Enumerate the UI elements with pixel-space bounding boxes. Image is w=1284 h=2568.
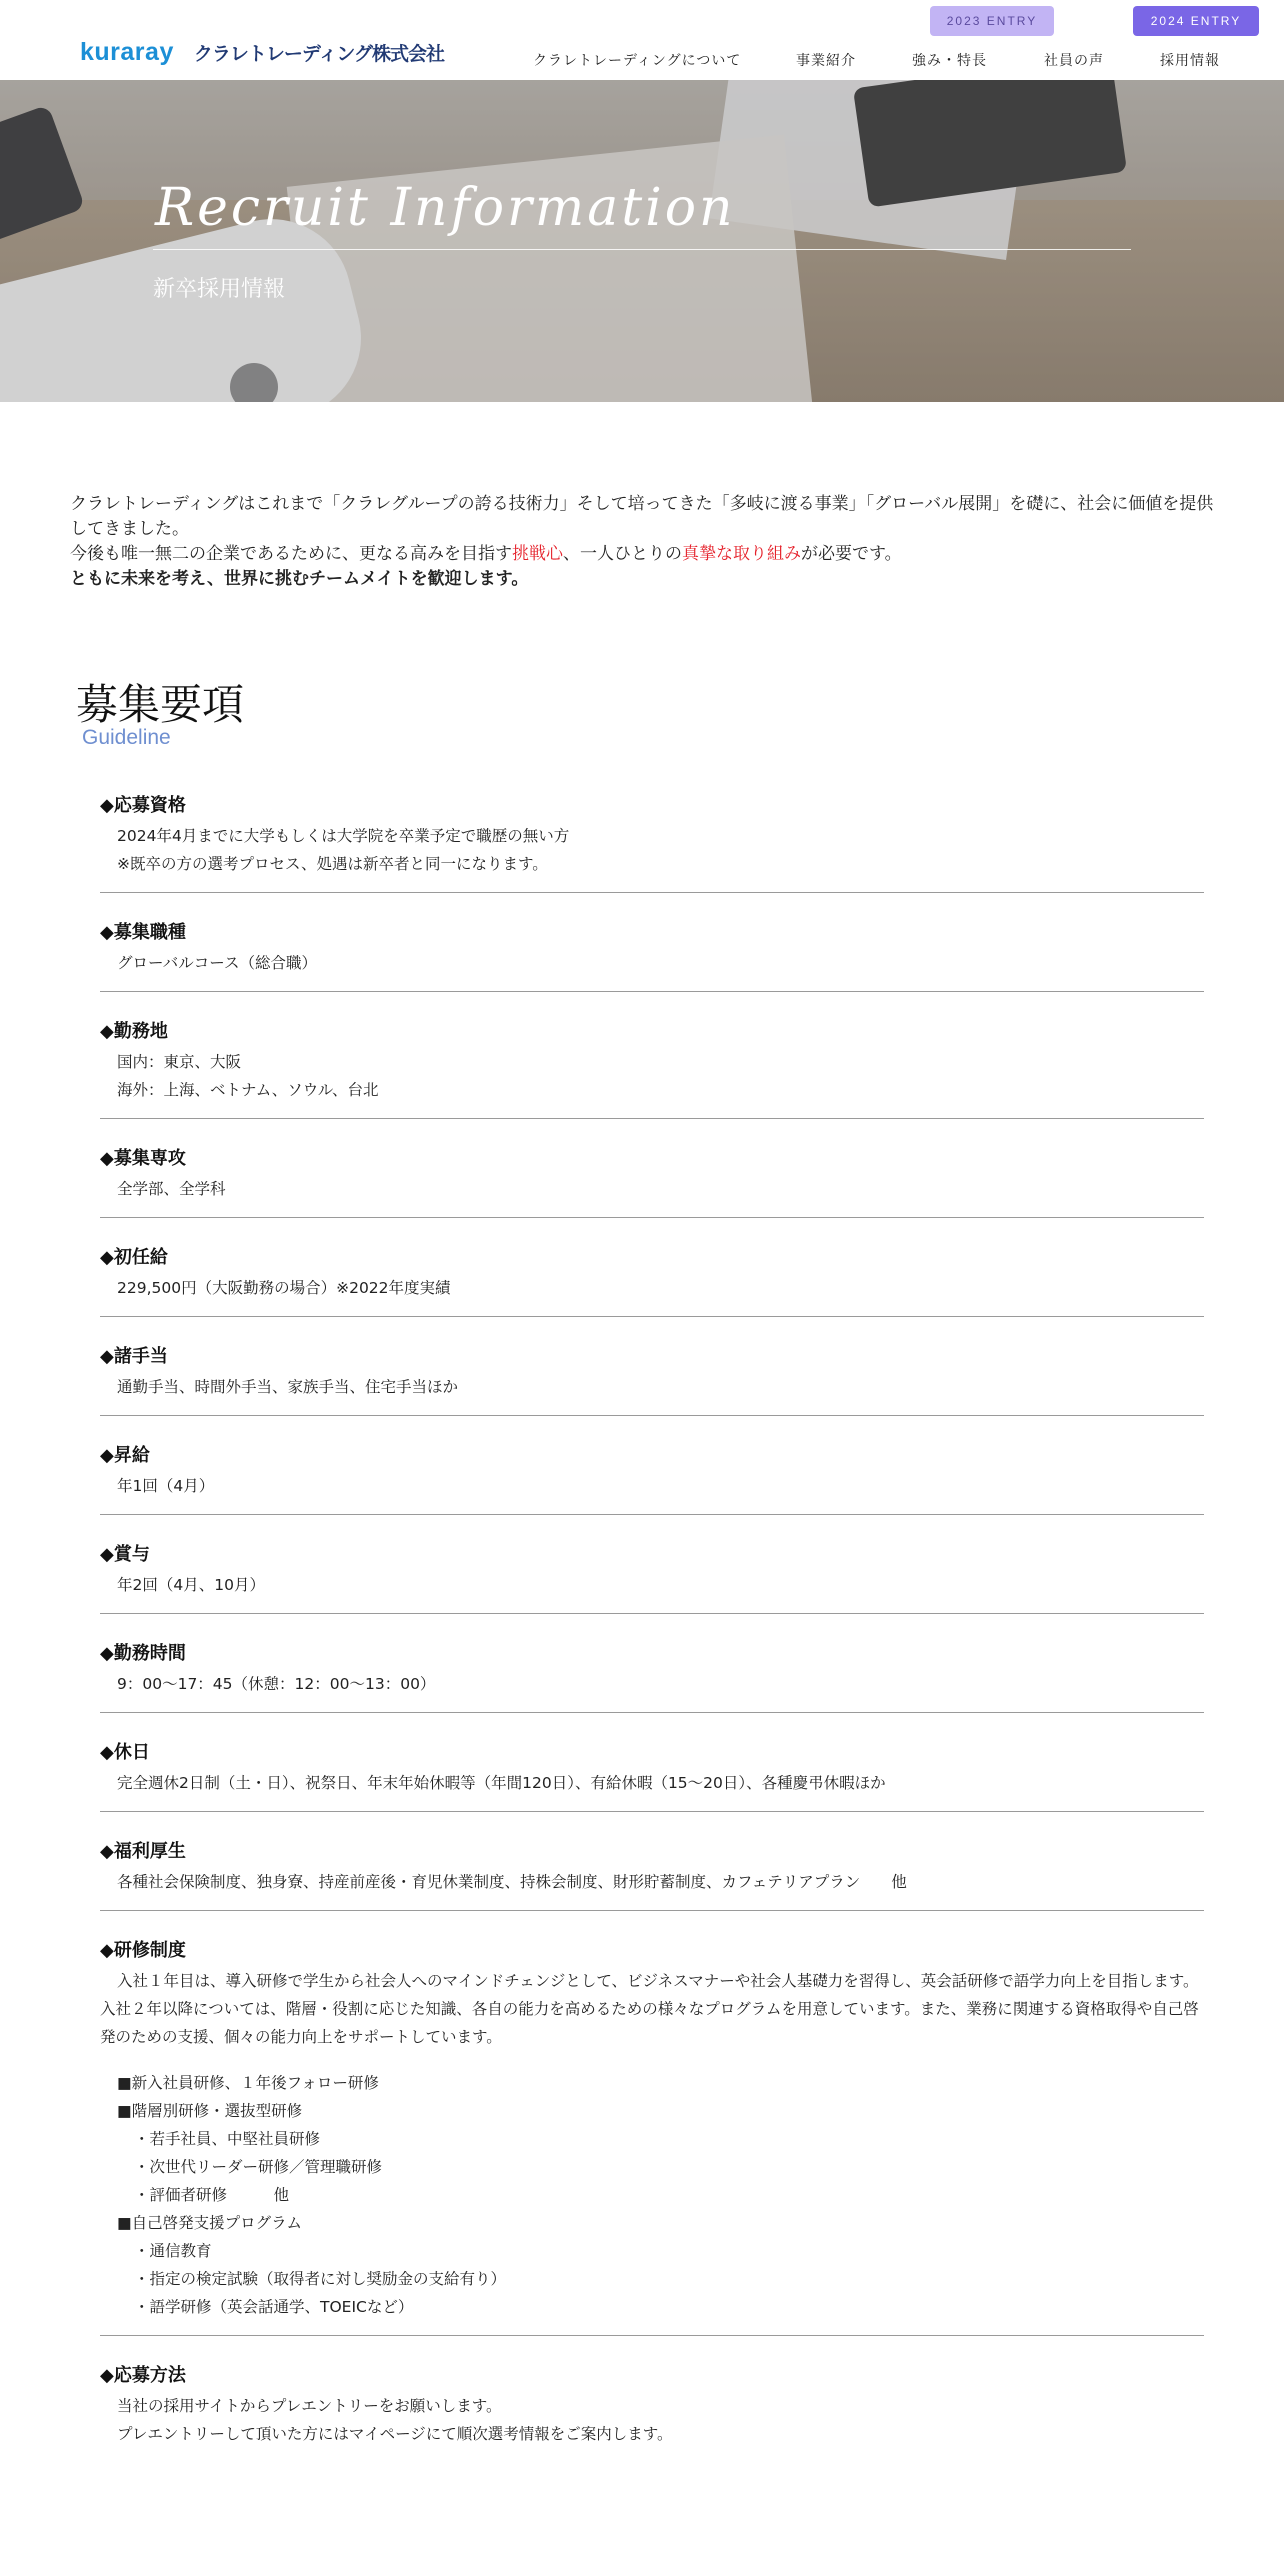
section-body bbox=[100, 1769, 1204, 1797]
training-list-item: ■階層別研修・選抜型研修 bbox=[117, 2102, 303, 2120]
training-list-item: ・語学研修（英会話通学、TOEICなど） bbox=[134, 2298, 414, 2316]
intro-highlight-commitment: 真摯な取り組み bbox=[682, 544, 801, 564]
training-list-item: ・通信教育 bbox=[134, 2242, 212, 2260]
section-body bbox=[100, 1048, 1204, 1104]
section-line: プレエントリーして頂いた方にはマイページにて順次選考情報をご案内します。 bbox=[117, 2425, 673, 2443]
training-list-item: ・若手社員、中堅社員研修 bbox=[134, 2130, 321, 2148]
entry-2023-button[interactable]: 2023 ENTRY bbox=[930, 6, 1054, 36]
section-line: 年2回（4月、10月） bbox=[117, 1576, 265, 1594]
section-title: ◆応募資格 bbox=[100, 795, 186, 816]
section-divider bbox=[100, 1415, 1204, 1416]
hero-banner bbox=[0, 80, 1284, 402]
nav-recruit[interactable]: 採用情報 bbox=[1160, 53, 1220, 69]
section-title: ◆福利厚生 bbox=[100, 1841, 186, 1862]
hero-subtitle: 新卒採用情報 bbox=[153, 277, 286, 302]
section-divider bbox=[100, 1613, 1204, 1614]
section-line: 229,500円（大阪勤務の場合）※2022年度実績 bbox=[117, 1279, 451, 1297]
section-title: ◆昇給 bbox=[100, 1445, 150, 1466]
section-body bbox=[100, 1175, 1204, 1203]
section-divider bbox=[100, 1217, 1204, 1218]
section-title: ◆勤務時間 bbox=[100, 1643, 186, 1664]
section-title: ◆賞与 bbox=[100, 1544, 150, 1565]
nav-voices[interactable]: 社員の声 bbox=[1044, 53, 1104, 69]
logo-company-name: クラレトレーディング株式会社 bbox=[193, 43, 444, 65]
section-line: 9：00～17：45（休憩：12：00～13：00） bbox=[117, 1675, 436, 1693]
section-line: 海外：上海、ベトナム、ソウル、台北 bbox=[117, 1081, 379, 1099]
section-line: グローバルコース（総合職） bbox=[117, 954, 317, 972]
intro-line-2-part: が必要です。 bbox=[801, 544, 902, 564]
section-body bbox=[100, 2392, 1204, 2448]
section-line: 通勤手当、時間外手当、家族手当、住宅手当ほか bbox=[117, 1378, 459, 1396]
guideline-section bbox=[100, 1737, 1204, 1812]
intro-message bbox=[70, 492, 1220, 592]
section-divider bbox=[100, 2335, 1204, 2336]
company-logo[interactable] bbox=[80, 38, 444, 67]
section-line: 年1回（4月） bbox=[117, 1477, 215, 1495]
section-line: 2024年4月までに大学もしくは大学院を卒業予定で職歴の無い方 bbox=[117, 827, 570, 845]
section-divider bbox=[100, 892, 1204, 893]
training-list-item: ■自己啓発支援プログラム bbox=[117, 2214, 302, 2232]
section-body bbox=[100, 1373, 1204, 1401]
section-body bbox=[100, 1868, 1204, 1896]
intro-line-2-part: 今後も唯一無二の企業であるために、更なる高みを目指す bbox=[70, 544, 512, 564]
site-header bbox=[0, 0, 1284, 80]
section-body bbox=[100, 949, 1204, 977]
nav-about[interactable]: クラレトレーディングについて bbox=[533, 53, 742, 69]
section-title: ◆研修制度 bbox=[100, 1940, 186, 1961]
guideline-section bbox=[100, 1539, 1204, 1614]
section-divider bbox=[100, 1316, 1204, 1317]
section-body bbox=[100, 822, 1204, 878]
guideline-sections bbox=[100, 790, 1204, 2448]
training-list-item: ・評価者研修 他 bbox=[134, 2186, 290, 2204]
section-title: ◆募集職種 bbox=[100, 922, 186, 943]
guideline-section bbox=[100, 1638, 1204, 1713]
section-line: 当社の採用サイトからプレエントリーをお願いします。 bbox=[117, 2397, 502, 2415]
section-divider bbox=[100, 1712, 1204, 1713]
training-section bbox=[100, 1935, 1204, 2336]
section-body bbox=[100, 1274, 1204, 1302]
training-list-item: ・次世代リーダー研修／管理職研修 bbox=[134, 2158, 383, 2176]
apply-section bbox=[100, 2360, 1204, 2448]
section-divider bbox=[100, 1811, 1204, 1812]
section-body bbox=[100, 1472, 1204, 1500]
guideline-section bbox=[100, 1242, 1204, 1317]
section-title: ◆応募方法 bbox=[100, 2365, 186, 2386]
nav-business[interactable]: 事業紹介 bbox=[796, 53, 856, 69]
section-title: ◆勤務地 bbox=[100, 1021, 168, 1042]
section-title: ◆初任給 bbox=[100, 1247, 168, 1268]
guideline-title: 募集要項 bbox=[76, 680, 245, 729]
guideline-section bbox=[100, 1016, 1204, 1119]
section-divider bbox=[100, 991, 1204, 992]
intro-highlight-challenge: 挑戦心 bbox=[512, 544, 563, 564]
training-list-item: ■新入社員研修、１年後フォロー研修 bbox=[117, 2074, 379, 2092]
intro-line-3: ともに未来を考え、世界に挑むチームメイトを歓迎します。 bbox=[70, 569, 529, 589]
section-line: 全学部、全学科 bbox=[117, 1180, 226, 1198]
section-title: ◆休日 bbox=[100, 1742, 150, 1763]
section-divider bbox=[100, 1118, 1204, 1119]
section-line: 国内：東京、大阪 bbox=[117, 1053, 242, 1071]
section-divider bbox=[100, 1910, 1204, 1911]
guideline-section bbox=[100, 917, 1204, 992]
intro-line-2-part: 、一人ひとりの bbox=[563, 544, 682, 564]
guideline-section bbox=[100, 1341, 1204, 1416]
logo-kuraray: kuraray bbox=[80, 38, 174, 66]
guideline-section bbox=[100, 1836, 1204, 1911]
hero-divider bbox=[153, 249, 1131, 250]
section-body bbox=[100, 1670, 1204, 1698]
section-line: 完全週休2日制（土・日）、祝祭日、年末年始休暇等（年間120日）、有給休暇（15～20日）、各種慶弔休暇ほか bbox=[117, 1774, 886, 1792]
intro-line-2 bbox=[70, 542, 1220, 567]
section-divider bbox=[100, 1514, 1204, 1515]
guideline-subtitle: Guideline bbox=[82, 726, 171, 749]
hero-overlay bbox=[0, 80, 1284, 402]
training-paragraph: 入社１年目は、導入研修で学生から社会人へのマインドチェンジとして、ビジネスマナーや社会人基礎力を習得し、英会話研修で語学力向上を目指します。入社２年以降については、階層・役割に応じた知識、各自の能力を高めるための様々なプログラムを用意しています。また、業務に関連する資格取得や自己啓発のための支援、個々の能力向上をサポートしています。 bbox=[100, 1972, 1199, 2046]
training-list bbox=[100, 2069, 1204, 2321]
section-title: ◆諸手当 bbox=[100, 1346, 168, 1367]
hero-title: Recruit Information bbox=[155, 178, 736, 238]
section-body bbox=[100, 1571, 1204, 1599]
guideline-section bbox=[100, 790, 1204, 893]
section-title: ◆募集専攻 bbox=[100, 1148, 186, 1169]
section-line: ※既卒の方の選考プロセス、処遇は新卒者と同一になります。 bbox=[117, 855, 548, 873]
training-list-item: ・指定の検定試験（取得者に対し奨励金の支給有り） bbox=[134, 2270, 507, 2288]
guideline-section bbox=[100, 1440, 1204, 1515]
guideline-section bbox=[100, 1143, 1204, 1218]
nav-strengths[interactable]: 強み・特長 bbox=[912, 53, 987, 69]
intro-line-1: クラレトレーディングはこれまで「クラレグループの誇る技術力」そして培ってきた「多岐に渡る事業」「グローバル展開」を礎に、社会に価値を提供してきました。 bbox=[70, 494, 1214, 539]
section-line: 各種社会保険制度、独身寮、持産前産後・育児休業制度、持株会制度、財形貯蓄制度、カフェテリアプラン 他 bbox=[117, 1873, 907, 1891]
entry-2024-button[interactable]: 2024 ENTRY bbox=[1133, 6, 1259, 36]
